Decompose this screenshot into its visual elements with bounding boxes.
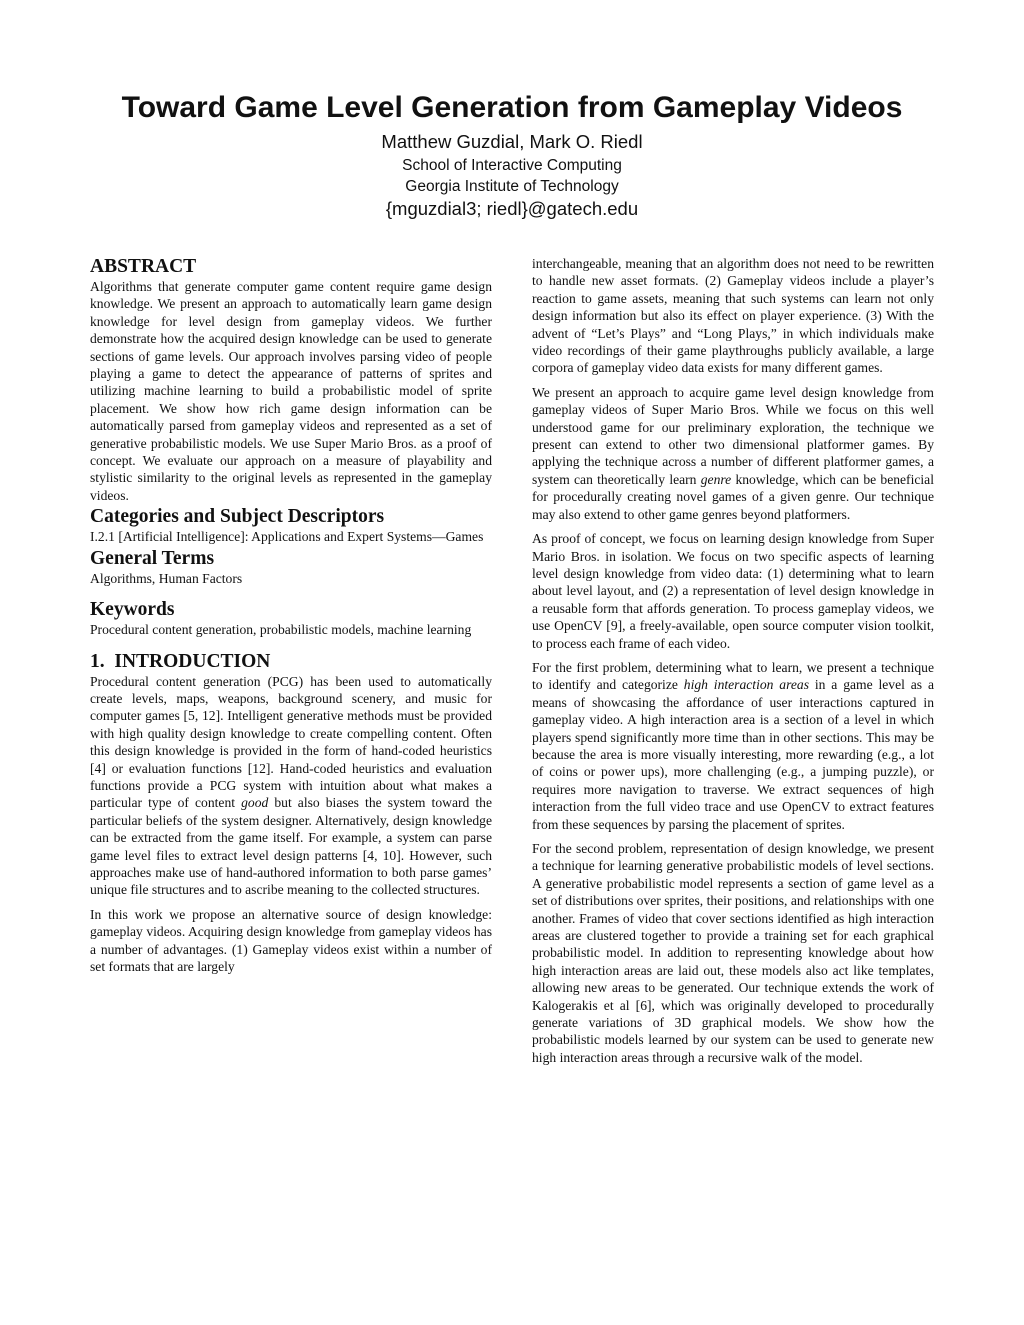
intro-p6-text-b: in a game level as a means of showcasing the affordance of user interactions captured in gameplay video. A high interaction area is a section of a level in which players spend significantly more time than in other sections. This may be because the area is more visually interesting, more rewarding (e.g., a lot of coins or power ups), more challenging (e.g., a jumping puzzle), or requires more navigation to traverse. We extract sequences of high interaction from the full video trace and use OpenCV to extract features from these sequences by parsing the placement of sprites.: [532, 677, 934, 832]
intro-paragraph-5: As proof of concept, we focus on learning design knowledge from Super Mario Bros. in isolation. We focus on two specific aspects of learning level design knowledge from video data: (1) determining what to learn about level layout, and (2) a representation of level design knowledge in a reusable form that affords generation. To process gameplay videos, we use OpenCV [9], a freely-available, open source computer vision toolkit, to process each frame of each video.: [532, 531, 934, 651]
intro-p4-text-a: We present an approach to acquire game level design knowledge from gameplay videos of Super Mario Bros. While we focus on this well understood game for our preliminary exploration, the technique we present can extend to other two dimensional platformer games. By applying the technique across a number of different platformer games, a system can theoretically learn: [532, 384, 934, 487]
intro-paragraph-2: In this work we propose an alternative source of design knowledge: gameplay videos. Acquiring design knowledge from gameplay videos has a number of advantages. (1) Gameplay videos exist within a number of set formats that are largely: [90, 906, 492, 974]
abstract-heading: ABSTRACT: [90, 256, 197, 277]
author-email: {mguzdial3; riedl}@gatech.edu: [385, 198, 639, 219]
categories-heading: Categories and Subject Descriptors: [90, 506, 385, 528]
affiliation-institution: Georgia Institute of Technology: [405, 178, 619, 195]
intro-paragraph-1: [90, 673, 492, 899]
intro-p4-text-b: knowledge, which can be beneficial for procedurally creating novel games of a given genre. Our technique may also extend to other game genres beyond platformers.: [532, 471, 934, 522]
paper-title: Toward Game Level Generation from Gameplay Videos: [121, 91, 903, 124]
categories-text: I.2.1 [Artificial Intelligence]: Applications and Expert Systems—Games: [90, 529, 484, 545]
intro-paragraph-4: [532, 384, 934, 523]
intro-p4-emphasis: genre: [700, 471, 732, 487]
introduction-heading: 1. INTRODUCTION: [90, 650, 271, 672]
intro-paragraph-7: For the second problem, representation of design knowledge, we present a technique for learning generative probabilistic models of level sections. A generative probabilistic model represents a section of game level as a set of distributions over sprites, their positions, and relationships with one another. Frames of video that cover sections identified as high interaction areas are clustered together to provide a training set for each graphical probabilistic model. In addition to representing knowledge about how high interaction areas are laid out, these models also act like templates, allowing new areas to be generated. Our technique extends the work of Kalogerakis et al [6], which was originally developed to procedurally generate variations of 3D graphical models. We show how the probabilistic models learned by our system can be used to generate new high interaction areas through a recursive walk of the model.: [532, 841, 934, 1065]
keywords-text: Procedural content generation, probabilistic models, machine learning: [90, 622, 472, 638]
intro-paragraph-3: interchangeable, meaning that an algorithm does not need to be rewritten to handle new asset formats. (2) Gameplay videos include a player’s reaction to game assets, meaning that such systems can learn not only design information but also its effect on player experience. (3) With the advent of “Let’s Plays” and “Long Plays,” in which individuals make video recordings of their game playthroughs publicly available, a large corpora of gameplay video data exists for many different games.: [532, 256, 934, 376]
abstract-text: Algorithms that generate computer game content require game design knowledge. We present an approach to automatically learn game design knowledge for level design from gameplay videos. We further demonstrate how the acquired design knowledge can be used to generate sections of game levels. Our approach involves parsing video of people playing a game to detect the appearance of patterns of sprites and utilizing machine learning to build a probabilistic model of sprite placement. We show how rich game design information can be automatically parsed from gameplay videos and represented as a set of generative probabilistic models. We use Super Mario Bros. as a proof of concept. We evaluate our approach on a measure of playability and stylistic similarity to the original levels as represented in the gameplay videos.: [90, 279, 492, 503]
right-column: [532, 255, 934, 1066]
intro-p1-emphasis: good: [241, 795, 269, 811]
intro-paragraph-6: [532, 659, 934, 833]
general-terms-text: Algorithms, Human Factors: [90, 570, 243, 586]
intro-p6-emphasis: high interaction areas: [683, 677, 810, 693]
author-list: Matthew Guzdial, Mark O. Riedl: [381, 131, 643, 152]
general-terms-heading: General Terms: [90, 547, 215, 569]
affiliation-school: School of Interactive Computing: [402, 157, 622, 174]
intro-p6-text-a: For the first problem, determining what to learn, we present a technique to identify and categorize: [532, 659, 934, 693]
intro-p1-text-a: Procedural content generation (PCG) has been used to automatically create levels, maps, weapons, background scenery, and music for computer games [5, 12]. Intelligent generative methods must be provided with high quality design knowledge to create compelling content. Often this design knowledge is provided in the form of hand-coded heuristics [4] or evaluation functions [12]. Hand-coded heuristics and evaluation functions provide a PCG system with intuition about what makes a particular type of content: [90, 673, 492, 811]
left-column: [90, 256, 492, 975]
keywords-heading: Keywords: [90, 599, 175, 621]
intro-p1-text-b: but also biases the system toward the particular beliefs of the system designer. Alternatively, design knowledge can be extracted from the game itself. For example, a system can parse game level files to extract level design patterns [4, 10]. However, such approaches make use of hand-authored information to both parse games’ unique file structures and to ascribe meaning to the collected structures.: [90, 795, 492, 898]
